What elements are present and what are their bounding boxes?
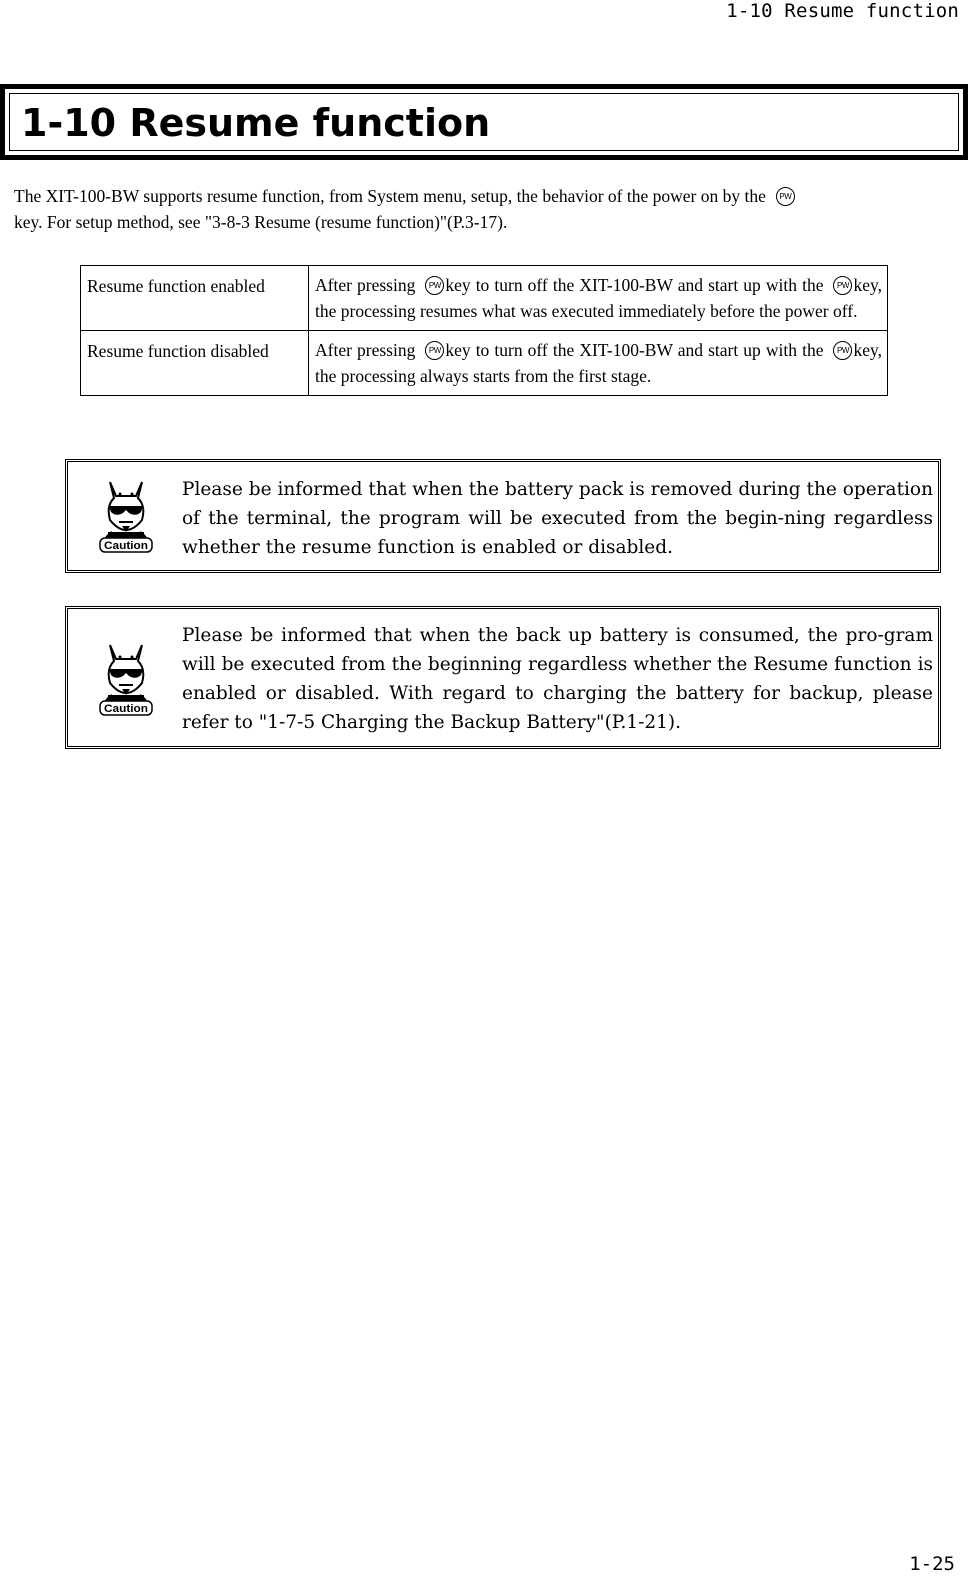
intro-text-before-key: The XIT-100-BW supports resume function, from System menu, setup, the behavior of the power on by the [14,186,766,206]
desc-text: key to turn off the XIT-100-BW and start up with the [445,340,824,360]
desc-text: After pressing [315,275,416,295]
running-header: 1-10 Resume function [726,0,959,22]
caution-cat-icon [98,639,154,719]
caution-note [65,459,941,573]
caution-label: Caution [104,703,149,715]
page-number: 1-25 [909,1553,955,1575]
desc-text: key to turn off the XIT-100-BW and start up with the [445,275,824,295]
caution-cat-icon [98,476,154,556]
row-label: Resume function disabled [81,331,309,396]
pw-key-icon: PW [833,276,852,295]
pw-key-icon: PW [833,341,852,360]
desc-text: key, the processing resumes what was executed immediately before the power off. [315,275,882,321]
row-description [309,266,888,331]
desc-text: After pressing [315,340,416,360]
intro-paragraph [14,183,954,235]
table-row [81,266,888,331]
pw-key-icon: PW [425,276,444,295]
intro-text-after-key: key. For setup method, see "3-8-3 Resume (resume function)"(P.3-17). [14,212,508,232]
resume-settings-table [80,265,888,396]
section-title-box [0,84,968,160]
caution-text: Please be informed that when the back up battery is consumed, the pro-gram will be executed from the beginning regardless whether the Resume function is enabled or disabled. With regard to charging the battery for backup, please refer to "1-7-5 Charging the Backup Battery"(P.1-21). [182,625,933,733]
desc-text: key, the processing always starts from the first stage. [315,340,882,386]
caution-text: Please be informed that when the battery pack is removed during the operation of the terminal, the program will be executed from the begin-ning regardless whether the resume function is enabled or disabled. [182,479,933,558]
row-description [309,331,888,396]
caution-label: Caution [104,540,149,552]
row-label: Resume function enabled [81,266,309,331]
caution-note [65,606,941,749]
pw-key-icon: PW [425,341,444,360]
table-row [81,331,888,396]
section-title: 1-10 Resume function [21,101,491,145]
pw-key-icon: PW [776,187,795,206]
